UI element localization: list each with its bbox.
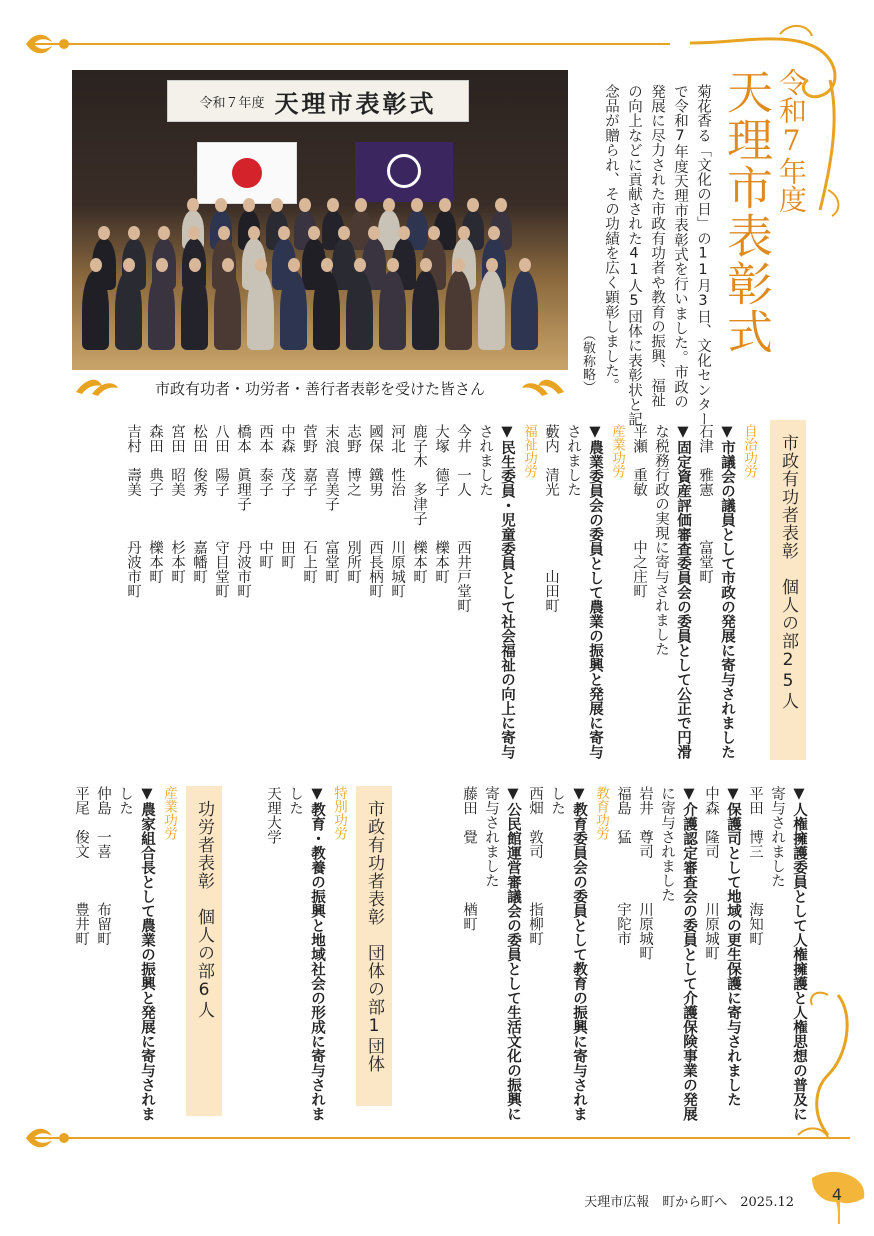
photo-caption: 市政有功者・功労者・善行者表彰を受けた皆さん — [154, 380, 485, 398]
list-item: 天理大学 — [265, 786, 281, 844]
person-head — [327, 198, 339, 212]
person-head — [321, 258, 333, 272]
person-head — [123, 258, 135, 272]
list-item: 藤田 覺 楢町 — [461, 786, 477, 931]
list-item: 中森 隆司 川原城町 — [703, 786, 719, 960]
person-head — [354, 258, 366, 272]
section1-column1 — [110, 424, 760, 764]
list-item: 藪内 清光 山田町 — [543, 424, 559, 613]
list-item: 宮田 昭美 杉本町 — [169, 424, 185, 584]
list-item: した — [117, 786, 133, 815]
award-reason: ▼農業委員会の委員として農業の振興と発展に寄与 — [587, 424, 603, 759]
person-figure — [148, 270, 175, 350]
person-head — [420, 258, 432, 272]
person-head — [248, 226, 260, 240]
person-head — [187, 198, 199, 212]
list-item: 鹿子木 多津子 櫟本町 — [411, 424, 427, 584]
award-reason: ▼保護司として地域の更生保護に寄与されました — [725, 786, 741, 1107]
award-reason: ▼教育・教養の振興と地域社会の形成に寄与されま — [309, 786, 325, 1121]
person-head — [519, 258, 531, 272]
list-item: 八田 陽子 守目堂町 — [213, 424, 229, 598]
section3-column — [73, 786, 180, 1126]
list-item: 中森 茂子 田町 — [279, 424, 295, 569]
award-reason: ▼人権擁護委員として人権擁護と人権思想の普及に — [791, 786, 807, 1121]
category-label: 産業功労 — [609, 424, 625, 478]
banner-title: 天理市表彰式 — [274, 88, 437, 118]
section1-heading-box — [770, 420, 806, 760]
list-item: 平田 博三 海知町 — [747, 786, 763, 946]
ornament-left-bottom-icon — [24, 1124, 74, 1152]
person-head — [411, 198, 423, 212]
list-item: 仲島 一喜 布留町 — [95, 786, 111, 946]
list-item: 吉村 壽美 丹波市町 — [125, 424, 141, 598]
list-item: 大塚 德子 櫟本町 — [433, 424, 449, 584]
person-head — [288, 258, 300, 272]
footer-text: 天理市広報 町から町へ 2025.12 — [584, 1195, 794, 1210]
leaf-right-icon — [508, 372, 568, 398]
title-year: 令和7年度 — [775, 68, 808, 213]
person-head — [90, 258, 102, 272]
category-label: 福祉功労 — [521, 424, 537, 478]
award-reason: ▼民生委員・児童委員として社会福祉の向上に寄与 — [499, 424, 515, 759]
person-head — [156, 258, 168, 272]
person-head — [488, 226, 500, 240]
person-head — [128, 226, 140, 240]
person-head — [355, 198, 367, 212]
list-item: 寄与されました — [483, 786, 499, 888]
person-head — [215, 198, 227, 212]
person-head — [467, 198, 479, 212]
list-item: 西本 泰子 中町 — [257, 424, 273, 569]
person-figure — [82, 270, 109, 350]
list-item: 今井 一人 西井戸堂町 — [455, 424, 471, 613]
list-item: 岩井 尊司 川原城町 — [637, 786, 653, 960]
person-head — [188, 226, 200, 240]
city-flag-icon — [355, 142, 453, 202]
japan-flag-icon — [197, 142, 297, 204]
person-head — [278, 226, 290, 240]
intro-line: 菊花香る「文化の日」の11月3日、文化センター — [695, 84, 711, 427]
ornament-left-top-icon — [24, 30, 74, 58]
list-item: 國保 鐵男 西長柄町 — [367, 424, 383, 598]
award-reason: ▼教育委員会の委員として教育の振興に寄与されま — [571, 786, 587, 1121]
person-figure — [511, 270, 538, 350]
person-figure — [478, 270, 505, 350]
award-reason: ▼市議会の議員として市政の発展に寄与されました — [719, 424, 735, 759]
person-figure — [247, 270, 274, 350]
person-figure — [346, 270, 373, 350]
person-head — [387, 258, 399, 272]
person-head — [398, 226, 410, 240]
person-figure — [412, 270, 439, 350]
list-item: 福島 猛 宇陀市 — [615, 786, 631, 946]
section3-heading: 功労者表彰 個人の部6人 — [194, 800, 214, 1019]
person-head — [222, 258, 234, 272]
person-head — [428, 226, 440, 240]
list-item: 寄与されました — [769, 786, 785, 888]
person-figure — [115, 270, 142, 350]
section2-column — [250, 786, 350, 1126]
category-label: 教育功労 — [593, 786, 609, 840]
list-item: されました — [565, 424, 581, 497]
person-head — [255, 258, 267, 272]
person-head — [158, 226, 170, 240]
award-reason: ▼公民館運営審議会の委員として生活文化の振興に — [505, 786, 521, 1121]
person-head — [368, 226, 380, 240]
stage-banner — [167, 80, 469, 122]
person-head — [458, 226, 470, 240]
list-item: 菅野 嘉子 石上町 — [301, 424, 317, 584]
page-title: 天理市表彰式 — [720, 68, 774, 356]
person-figure — [280, 270, 307, 350]
leaf-left-icon — [72, 372, 132, 398]
person-head — [243, 198, 255, 212]
section2-heading-box — [356, 786, 392, 1106]
intro-line: で令和7年度天理市表彰式を行いました。市政の — [672, 84, 688, 409]
list-item: 橋本 眞理子 丹波市町 — [235, 424, 251, 598]
list-item: に寄与されました — [659, 786, 675, 902]
top-rule — [30, 43, 670, 45]
person-head — [271, 198, 283, 212]
section1-column2 — [440, 786, 810, 1126]
award-reason: ▼固定資産評価審査委員会の委員として公正で円滑 — [675, 424, 691, 759]
bottom-rule — [30, 1137, 850, 1139]
list-item: 石津 雅憲 富堂町 — [697, 424, 713, 584]
award-reason: ▼介護認定審査会の委員として介護保険事業の発展 — [681, 786, 697, 1121]
category-label: 自治功労 — [741, 424, 757, 478]
person-head — [218, 226, 230, 240]
section1-heading: 市政有功者表彰 個人の部25人 — [778, 434, 798, 710]
intro-line: （敬称略） — [580, 328, 595, 394]
award-reason: ▼農家組合長として農業の振興と発展に寄与されま — [139, 786, 155, 1121]
list-item: 平瀬 重敏 中之庄町 — [631, 424, 647, 598]
list-item: な税務行政の実現に寄与されました — [653, 424, 669, 656]
intro-line: 念品が贈られ、その功績を広く顕彰しました。 — [603, 84, 619, 393]
page-number: 4 — [831, 1185, 843, 1204]
ceremony-photo — [72, 70, 568, 370]
person-head — [439, 198, 451, 212]
person-head — [308, 226, 320, 240]
list-item: した — [287, 786, 303, 815]
person-head — [98, 226, 110, 240]
list-item: 末浪 喜美子 富堂町 — [323, 424, 339, 584]
category-label: 特別功労 — [331, 786, 347, 840]
list-item: 平尾 俊文 豊井町 — [73, 786, 89, 946]
person-head — [495, 198, 507, 212]
list-item: 志野 博之 別所町 — [345, 424, 361, 584]
person-figure — [181, 270, 208, 350]
list-item: 西畑 敦司 指柳町 — [527, 786, 543, 946]
person-figure — [313, 270, 340, 350]
intro-line: の向上などに貢献された41人5団体に表彰状と記 — [626, 84, 642, 427]
person-figure — [214, 270, 241, 350]
category-label: 産業功労 — [161, 786, 177, 840]
list-item: されました — [477, 424, 493, 497]
intro-line: 発展に尽力された市政有功者や教育の振興、福祉 — [649, 84, 665, 408]
person-figure — [379, 270, 406, 350]
section2-heading: 市政有功者表彰 団体の部1団体 — [364, 800, 384, 1073]
person-head — [453, 258, 465, 272]
list-item: した — [549, 786, 565, 815]
banner-year: 令和７年度 — [199, 95, 265, 111]
person-head — [338, 226, 350, 240]
person-head — [189, 258, 201, 272]
person-head — [486, 258, 498, 272]
person-head — [299, 198, 311, 212]
section3-heading-box — [186, 786, 222, 1116]
list-item: 森田 典子 櫟本町 — [147, 424, 163, 584]
person-head — [383, 198, 395, 212]
intro-text — [580, 84, 712, 427]
list-item: 河北 性治 川原城町 — [389, 424, 405, 598]
person-figure — [445, 270, 472, 350]
list-item: 松田 俊秀 嘉幡町 — [191, 424, 207, 584]
